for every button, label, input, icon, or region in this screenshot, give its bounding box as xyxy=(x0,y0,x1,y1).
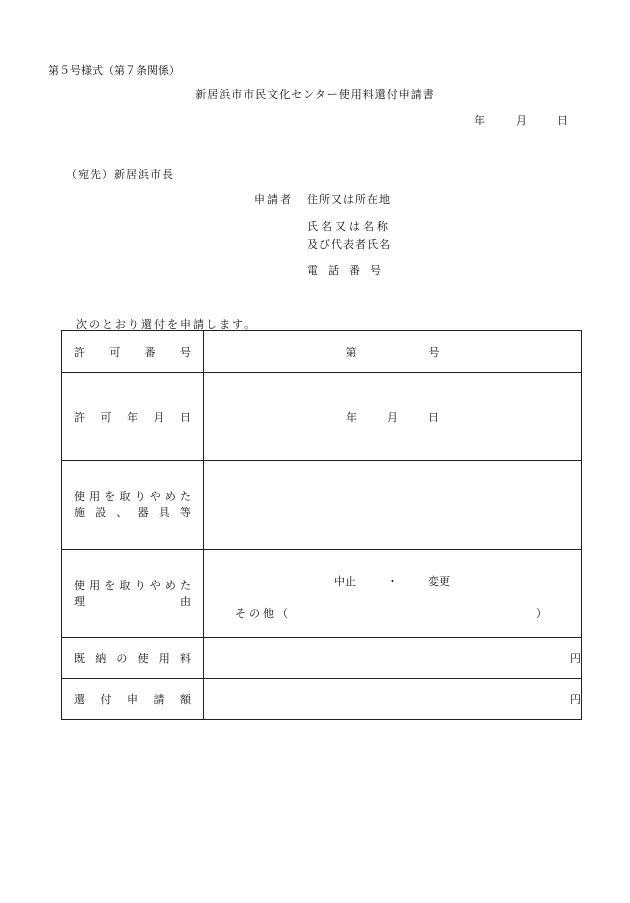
addressee: （宛先）新居浜市長 xyxy=(66,168,174,181)
reason-option-cancel[interactable]: 中止 xyxy=(334,574,356,588)
applicant-name-label: 氏名又は名称 xyxy=(307,220,391,233)
document-title: 新居浜市市民文化センター使用料還付申請書 xyxy=(195,88,435,101)
row-permit-date xyxy=(62,373,582,461)
row-paid-fee xyxy=(62,638,582,679)
paid-fee-label: 既 納 の 使 用 料 xyxy=(62,638,204,679)
paid-fee-field[interactable] xyxy=(204,638,582,679)
applicant-phone-label: 電話番号 xyxy=(307,264,391,277)
permit-date-label: 許 可 年 月 日 xyxy=(62,373,204,461)
intro-text: 次のとおり還付を申請します。 xyxy=(76,318,258,331)
row-permit-number xyxy=(62,331,582,373)
facility-field[interactable] xyxy=(204,461,582,550)
date-day: 日 xyxy=(557,114,568,127)
refund-amount-field[interactable] xyxy=(204,679,582,720)
applicant-label: 申請者 xyxy=(254,193,293,206)
reason-other-label: その他（ xyxy=(235,606,291,620)
reason-field xyxy=(204,550,582,638)
form-number: 第５号様式（第７条関係） xyxy=(48,64,180,77)
reason-label: 使 用 を 取 り や め た 理 由 xyxy=(62,550,204,638)
facility-label: 使 用 を 取 り や め た 施 設 、 器 具 等 xyxy=(62,461,204,550)
paid-fee-unit: 円 xyxy=(570,652,581,665)
refund-form-table xyxy=(61,330,582,720)
permit-number-field[interactable]: 第 号 xyxy=(204,331,582,373)
permit-number-label: 許 可 番 号 xyxy=(62,331,204,373)
date-year: 年 xyxy=(474,114,485,127)
permit-date-field[interactable]: 年 月 日 xyxy=(204,373,582,461)
row-refund-amount xyxy=(62,679,582,720)
applicant-address-label: 住所又は所在地 xyxy=(307,193,391,206)
refund-amount-label: 還 付 申 請 額 xyxy=(62,679,204,720)
refund-amount-unit: 円 xyxy=(570,693,581,706)
row-facility xyxy=(62,461,582,550)
date-month: 月 xyxy=(516,114,527,127)
reason-other-close: ） xyxy=(536,606,547,620)
applicant-representative-label: 及び代表者氏名 xyxy=(307,238,391,251)
reason-option-change[interactable]: 変更 xyxy=(428,574,450,588)
row-reason xyxy=(62,550,582,638)
reason-separator-dot: ・ xyxy=(387,574,398,588)
